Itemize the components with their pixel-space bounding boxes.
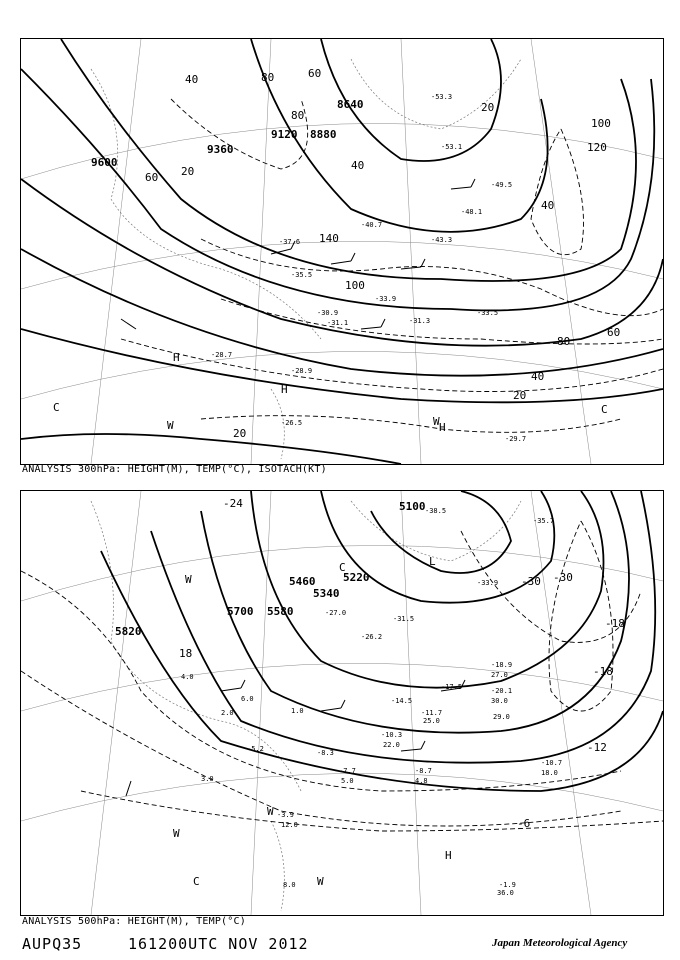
station-value: -20.1 <box>491 687 513 695</box>
isotach-label: 40 <box>185 73 199 86</box>
temp-label: -48.1 <box>461 208 483 216</box>
temp-label: -40.7 <box>361 221 383 229</box>
center-mark: W <box>267 805 274 818</box>
station-value: 12.0 <box>281 821 298 829</box>
temperature-labels <box>211 93 526 443</box>
temp-label: -18 <box>593 665 613 678</box>
station-value: 4.8 <box>415 777 428 785</box>
station-value: -1.9 <box>499 881 516 889</box>
station-value: -10.3 <box>381 731 403 739</box>
isotach-labels <box>145 67 620 440</box>
temp-label: -53.3 <box>431 93 453 101</box>
temp-label: -31.3 <box>409 317 431 325</box>
temp-label: -24 <box>223 497 243 510</box>
station-value: -11.7 <box>421 709 443 717</box>
temp-label: -28.7 <box>211 351 233 359</box>
temp-label: -6 <box>517 817 531 830</box>
isotach-label: 20 <box>233 427 247 440</box>
station-value: 4.0 <box>181 673 194 681</box>
center-mark: C <box>601 403 608 416</box>
station-value: 2.0 <box>221 709 234 717</box>
center-mark: W <box>173 827 180 840</box>
station-value: -14.5 <box>391 697 413 705</box>
isotherm-labels <box>179 497 625 830</box>
center-mark: C <box>53 401 60 414</box>
isotach-label: 140 <box>319 232 339 245</box>
station-value: 8.0 <box>283 881 296 889</box>
center-mark: L <box>429 555 436 568</box>
center-mark: H <box>445 849 452 862</box>
temp-label: -31.1 <box>327 319 349 327</box>
isotach-label: 80 <box>291 109 305 122</box>
station-value: 3.0 <box>201 775 214 783</box>
temp-label: -29.7 <box>505 435 527 443</box>
station-value: 6.0 <box>241 695 254 703</box>
station-value: -7.7 <box>339 767 356 775</box>
temp-label: -49.5 <box>491 181 513 189</box>
temp-label: -12 <box>587 741 607 754</box>
temp-label: 18 <box>179 647 193 660</box>
temp-label: -33.5 <box>477 309 499 317</box>
chart-code: AUPQ35 <box>22 935 83 953</box>
isotach-label: 120 <box>587 141 607 154</box>
height-label: 8880 <box>310 128 337 141</box>
temp-label: -30 <box>521 575 541 588</box>
height-contours <box>101 491 663 791</box>
isotach-label: 60 <box>145 171 159 184</box>
height-label: 5700 <box>227 605 254 618</box>
center-mark: H <box>173 351 180 364</box>
station-value: 1.0 <box>291 707 304 715</box>
isotach-label: 80 <box>557 335 571 348</box>
height-label: 9120 <box>271 128 298 141</box>
station-value: 18.0 <box>541 769 558 777</box>
valid-time: 161200UTC NOV 2012 <box>128 935 309 953</box>
station-value: -8.3 <box>317 749 334 757</box>
station-value: 22.0 <box>383 741 400 749</box>
station-value: -31.5 <box>393 615 415 623</box>
isotach-label: 20 <box>481 101 495 114</box>
station-value: -27.0 <box>325 609 347 617</box>
map-500hpa <box>21 491 663 915</box>
height-labels <box>115 500 426 638</box>
center-mark: W <box>185 573 192 586</box>
height-label: 5820 <box>115 625 142 638</box>
agency-name: Japan Meteorological Agency <box>492 937 628 949</box>
temp-label: -37.6 <box>279 238 301 246</box>
temp-label: -26.5 <box>281 419 303 427</box>
chart-300hpa <box>20 38 664 465</box>
height-label: 5340 <box>313 587 340 600</box>
station-value: -10.7 <box>541 759 563 767</box>
isotach-label: 80 <box>261 71 275 84</box>
station-value: -33.9 <box>477 579 499 587</box>
height-label: 9600 <box>91 156 118 169</box>
station-value: 25.0 <box>423 717 440 725</box>
station-value: -35.7 <box>533 517 555 525</box>
height-label: 9360 <box>207 143 234 156</box>
height-label: 8640 <box>337 98 364 111</box>
isotach-label: 40 <box>541 199 555 212</box>
temp-label: -53.1 <box>441 143 463 151</box>
caption-300hpa: ANALYSIS 300hPa: HEIGHT(M), TEMP(°C), ISOTACH(KT) <box>22 464 327 475</box>
height-label: 5580 <box>267 605 294 618</box>
station-value: 27.0 <box>491 671 508 679</box>
center-mark: H <box>281 383 288 396</box>
temp-label: -33.9 <box>375 295 397 303</box>
center-mark: C <box>339 561 346 574</box>
station-value: 29.0 <box>493 713 510 721</box>
height-label: 5460 <box>289 575 316 588</box>
height-label: 5100 <box>399 500 426 513</box>
station-value: 30.0 <box>491 697 508 705</box>
isotach-label: 100 <box>591 117 611 130</box>
isotach-label: 20 <box>181 165 195 178</box>
caption-500hpa: ANALYSIS 500hPa: HEIGHT(M), TEMP(°C) <box>22 916 246 927</box>
pressure-centers <box>173 555 452 888</box>
center-mark: C <box>193 875 200 888</box>
temp-label: -30.9 <box>317 309 339 317</box>
station-value: -18.9 <box>491 661 513 669</box>
graticule <box>21 491 663 915</box>
isotach-label: 60 <box>607 326 621 339</box>
station-values <box>181 507 562 897</box>
center-mark: H <box>439 421 446 434</box>
station-value: -17.5 <box>441 683 463 691</box>
center-mark: W <box>317 875 324 888</box>
isotach-contours <box>121 99 663 432</box>
station-value: 5.0 <box>341 777 354 785</box>
height-label: 5220 <box>343 571 370 584</box>
temp-label: -43.3 <box>431 236 453 244</box>
isotach-label: 60 <box>308 67 322 80</box>
temp-label: -18 <box>605 617 625 630</box>
isotach-label: 20 <box>513 389 527 402</box>
isotach-label: 40 <box>351 159 365 172</box>
wind-barbs <box>121 179 475 329</box>
station-value: -26.2 <box>361 633 383 641</box>
temp-label: -30 <box>553 571 573 584</box>
chart-500hpa <box>20 490 664 916</box>
isotach-label: 100 <box>345 279 365 292</box>
map-300hpa <box>21 39 663 464</box>
station-value: -38.5 <box>425 507 447 515</box>
temp-label: -35.5 <box>291 271 313 279</box>
temp-label: -28.9 <box>291 367 313 375</box>
isotach-label: 40 <box>531 370 545 383</box>
station-value: -8.7 <box>415 767 432 775</box>
station-value: -5.2 <box>247 745 264 753</box>
station-value: 36.0 <box>497 889 514 897</box>
station-value: -3.9 <box>277 811 294 819</box>
center-mark: W <box>433 415 440 428</box>
center-mark: W <box>167 419 174 432</box>
